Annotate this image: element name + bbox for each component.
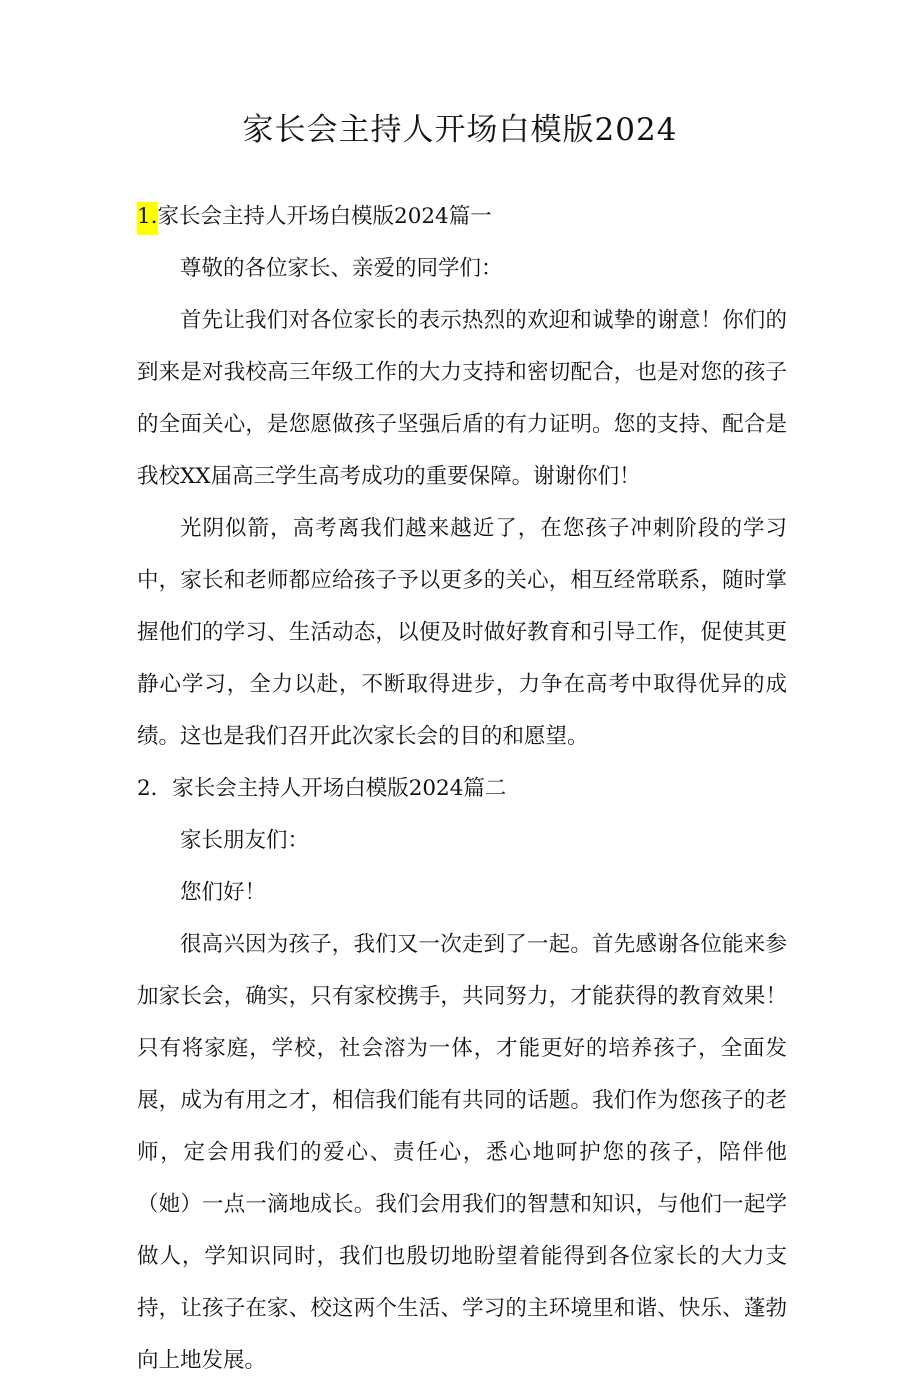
section-1-heading-text: 家长会主持人开场白模版2024篇一	[157, 204, 492, 229]
section-2-number: 2．	[137, 776, 173, 801]
document-title: 家长会主持人开场白模版2024	[242, 112, 678, 148]
section-1-number: 1.	[137, 202, 158, 235]
section-1-heading	[137, 191, 787, 243]
document-body	[137, 191, 787, 1387]
section-1-paragraph-2: 光阴似箭，高考离我们越来越近了，在您孩子冲刺阶段的学习中，家长和老师都应给孩子予以更多的关心，相互经常联系，随时掌握他们的学习、生活动态，以便及时做好教育和引导工作，促使其更静心学习，全力以赴，不断取得进步，力争在高考中取得优异的成绩。这也是我们召开此次家长会的目的和愿望。	[137, 516, 787, 749]
section-2-heading-text: 家长会主持人开场白模版2024篇二	[172, 776, 507, 801]
section-2-heading	[137, 763, 787, 815]
section-2	[137, 763, 787, 1387]
section-1	[137, 191, 787, 763]
section-2-paragraph-1: 很高兴因为孩子，我们又一次走到了一起。首先感谢各位能来参加家长会，确实，只有家校携手，共同努力，才能获得的教育效果！只有将家庭，学校，社会溶为一体，才能更好的培养孩子，全面发展，成为有用之才，相信我们能有共同的话题。我们作为您孩子的老师，定会用我们的爱心、责任心，悉心地呵护您的孩子，陪伴他（她）一点一滴地成长。我们会用我们的智慧和知识，与他们一起学做人，学知识同时，我们也殷切地盼望着能得到各位家长的大力支持，让孩子在家、校这两个生活、学习的主环境里和谐、快乐、蓬勃向上地发展。	[137, 932, 787, 1373]
section-1-salutation: 尊敬的各位家长、亲爱的同学们：	[180, 256, 503, 281]
section-1-paragraph-1: 首先让我们对各位家长的表示热烈的欢迎和诚挚的谢意！你们的到来是对我校高三年级工作的大力支持和密切配合，也是对您的孩子的全面关心，是您愿做孩子坚强后盾的有力证明。您的支持、配合是我校XX届高三学生高考成功的重要保障。谢谢你们！	[137, 308, 787, 489]
section-2-salutation-1: 家长朋友们：	[180, 828, 310, 853]
section-2-salutation-2: 您们好！	[180, 880, 267, 905]
